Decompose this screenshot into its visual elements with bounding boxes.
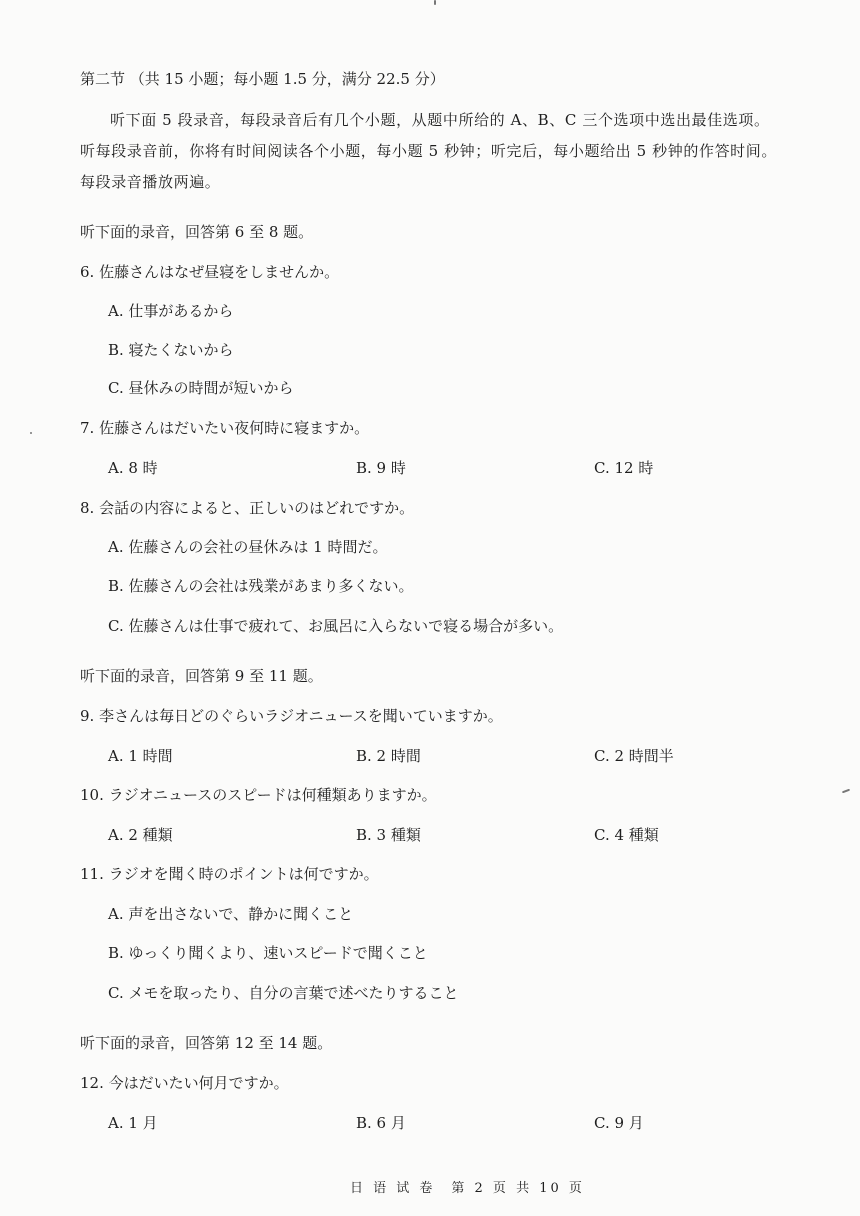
question-8: 8. 会話の内容によると、正しいのはどれですか。 (80, 499, 415, 517)
option-8a: A. 佐藤さんの会社の昼休みは 1 時間だ。 (108, 538, 388, 556)
option-10c: C. 4 種類 (594, 826, 659, 844)
option-9c: C. 2 時間半 (594, 747, 674, 765)
instructions-line-1: 听下面 5 段录音，每段录音后有几个小题，从题中所给的 A、B、C 三个选项中选出最佳选项。 (110, 111, 770, 129)
option-11a: A. 声を出さないで、静かに聞くこと (108, 905, 354, 923)
question-7: 7. 佐藤さんはだいたい夜何時に寝ますか。 (80, 419, 370, 437)
option-9b: B. 2 時間 (356, 747, 421, 765)
group-intro: 听下面的录音，回答第 6 至 8 题。 (80, 223, 314, 241)
instructions-line-3: 每段录音播放两遍。 (80, 173, 221, 191)
question-11: 11. ラジオを聞く時のポイントは何ですか。 (80, 865, 379, 883)
option-9a: A. 1 時間 (108, 747, 173, 765)
option-7c: C. 12 時 (594, 459, 654, 477)
question-9: 9. 李さんは毎日どのぐらいラジオニュースを聞いていますか。 (80, 707, 503, 725)
option-8b: B. 佐藤さんの会社は残業があまり多くない。 (108, 577, 414, 595)
option-8c: C. 佐藤さんは仕事で疲れて、お風呂に入らないで寝る場合が多い。 (108, 617, 564, 635)
option-7b: B. 9 時 (356, 459, 406, 477)
section-header: 第二节 （共 15 小题；每小题 1.5 分，满分 22.5 分） (80, 70, 445, 88)
group-intro: 听下面的录音，回答第 12 至 14 题。 (80, 1034, 333, 1052)
question-6: 6. 佐藤さんはなぜ昼寝をしませんか。 (80, 263, 340, 281)
option-12a: A. 1 月 (108, 1114, 158, 1132)
option-11c: C. メモを取ったり、自分の言葉で述べたりすること (108, 984, 459, 1002)
question-10: 10. ラジオニュースのスピードは何種類ありますか。 (80, 786, 437, 804)
option-6a: A. 仕事があるから (108, 302, 234, 320)
option-6b: B. 寝たくないから (108, 341, 234, 359)
scan-speck (434, 0, 436, 5)
option-11b: B. ゆっくり聞くより、速いスピードで聞くこと (108, 944, 428, 962)
option-12b: B. 6 月 (356, 1114, 406, 1132)
option-7a: A. 8 時 (108, 459, 158, 477)
question-12: 12. 今はだいたい何月ですか。 (80, 1074, 289, 1092)
option-10b: B. 3 種類 (356, 826, 421, 844)
option-10a: A. 2 種類 (108, 826, 173, 844)
page-footer: 日 语 试 卷 第 2 页 共 10 页 (350, 1181, 585, 1196)
scan-speck (842, 789, 850, 794)
group-intro: 听下面的录音，回答第 9 至 11 题。 (80, 667, 323, 685)
option-6c: C. 昼休みの時間が短いから (108, 379, 294, 397)
instructions-line-2: 听每段录音前，你将有时间阅读各个小题，每小题 5 秒钟；听完后，每小题给出 5 秒钟的作答时间。 (80, 142, 777, 160)
scan-speck (30, 432, 32, 434)
option-12c: C. 9 月 (594, 1114, 644, 1132)
